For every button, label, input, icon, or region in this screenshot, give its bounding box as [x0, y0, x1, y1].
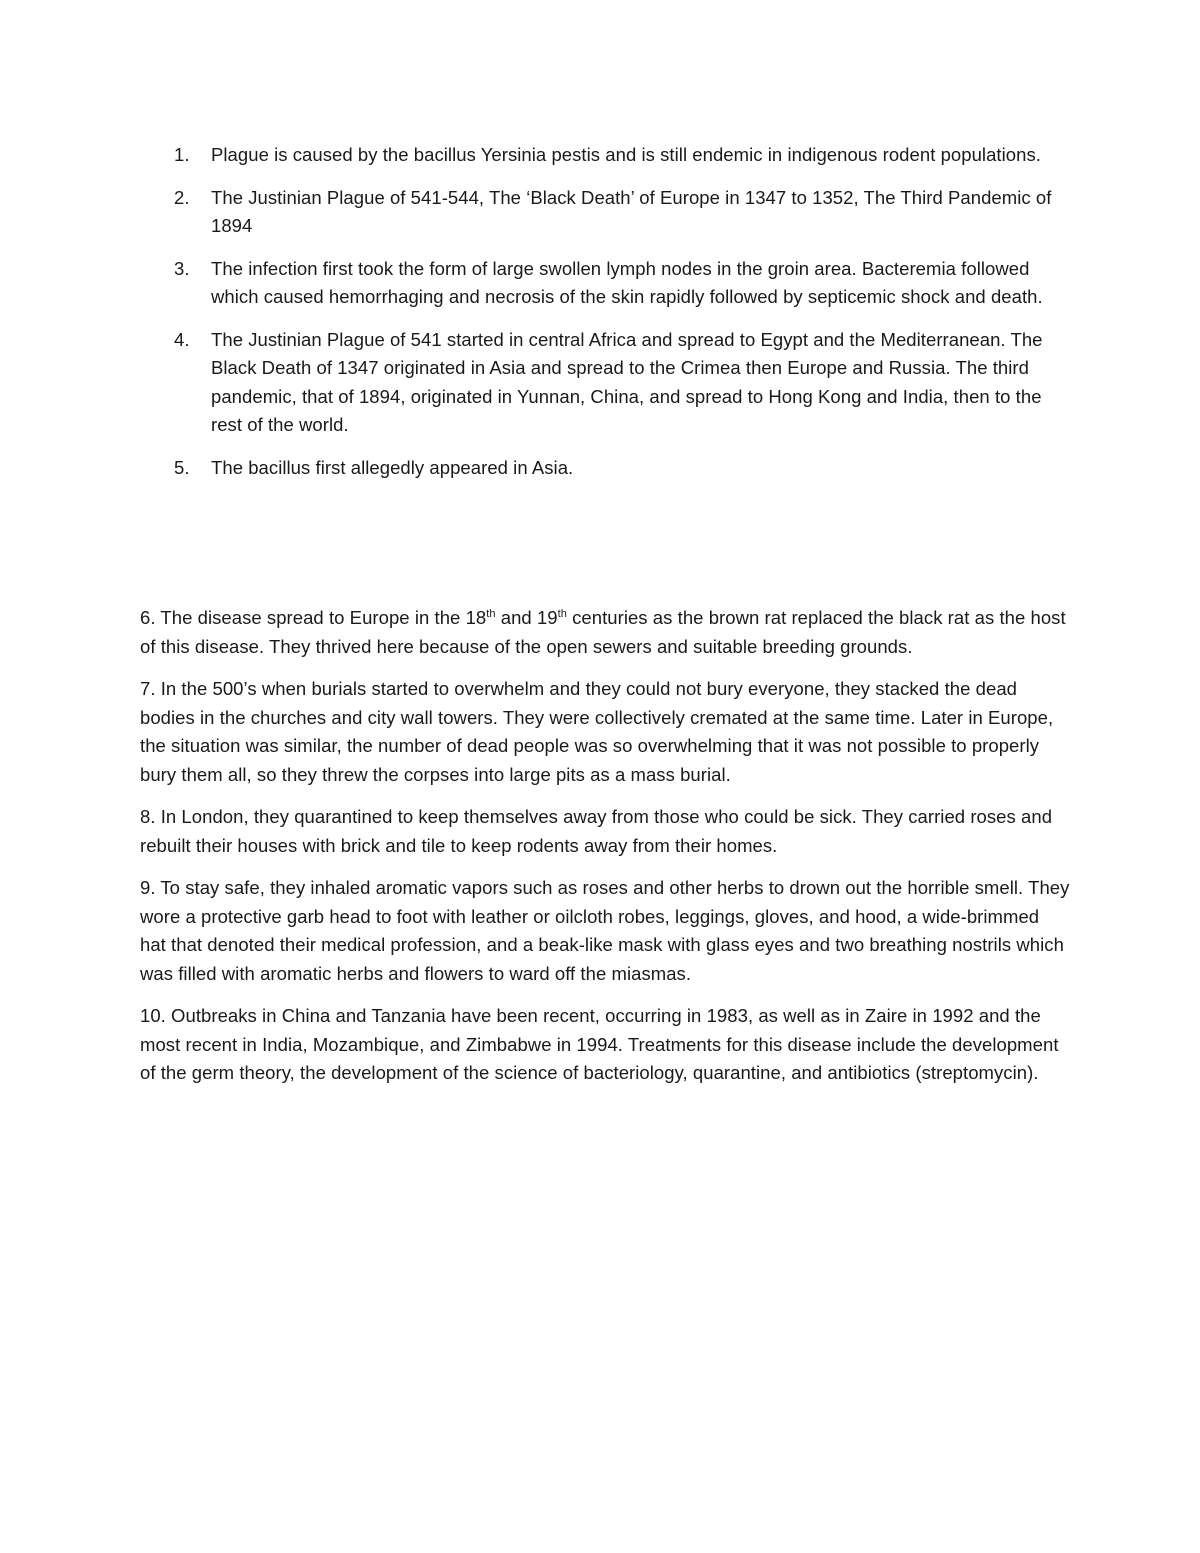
paragraph-10: 10. Outbreaks in China and Tanzania have been recent, occurring in 1983, as well as in Zaire in 1992 and the most recent in India, Mozambique, and Zimbabwe in 1994. Treatments for this disease include the development of the germ theory, the development of the science of bacteriology, quarantine, and antibiotics (streptomycin). — [140, 1005, 1059, 1083]
paragraph-7: 7. In the 500’s when burials started to overwhelm and they could not bury everyone, they stacked the dead bodies in the churches and city wall towers. They were collectively cremated at the same time. Later in Europe, the situation was similar, the number of dead people was so overwhelming that it was not possible to properly bury them all, so they threw the corpses into large pits as a mass burial. — [140, 678, 1054, 785]
ordinal-suffix: th — [486, 607, 496, 620]
list-item-number: 1. — [174, 144, 190, 165]
paragraph-9: 9. To stay safe, they inhaled aromatic vapors such as roses and other herbs to drown out the horrible smell. They wore a protective garb head to foot with leather or oilcloth robes, leggings, gloves, and hood, a wide-brimmed hat that denoted their medical profession, and a beak-like mask with glass eyes and two breathing nostrils which was filled with aromatic herbs and flowers to ward off the miasmas. — [140, 877, 1070, 984]
paragraph-6 — [140, 604, 1070, 661]
list-item-number: 2. — [174, 186, 190, 208]
paragraph-6-part-a: 6. The disease spread to Europe in the 18 — [140, 607, 487, 628]
paragraph-6-part-c: centuries as the brown rat replaced the black rat as the host of this disease. They thrived here because of the open sewers and suitable breeding grounds. — [140, 607, 1066, 657]
list-item-text: The infection first took the form of large swollen lymph nodes in the groin area. Bacteremia followed which caused hemorrhaging and necrosis of the skin rapidly followed by septicemic shock and death. — [211, 257, 1043, 307]
list-item — [140, 454, 1070, 483]
numbered-list — [140, 141, 1070, 496]
list-item — [140, 326, 1070, 440]
list-item-text: The bacillus first allegedly appeared in Asia. — [211, 456, 574, 478]
paragraph-6-part-b: and 19 — [495, 607, 558, 628]
list-item-number: 4. — [174, 328, 190, 350]
ordinal-suffix: th — [557, 607, 567, 620]
list-item — [140, 255, 1070, 312]
list-item — [140, 141, 1070, 170]
paragraphs — [140, 604, 1070, 1102]
list-item-number: 5. — [174, 456, 190, 478]
list-item-text: The Justinian Plague of 541-544, The ‘Black Death’ of Europe in 1347 to 1352, The Third Pandemic of 1894 — [211, 186, 1052, 236]
list-item — [140, 184, 1070, 241]
list-item-text: Plague is caused by the bacillus Yersinia pestis and is still endemic in indigenous rodent populations. — [211, 144, 1041, 165]
list-item-text: The Justinian Plague of 541 started in central Africa and spread to Egypt and the Mediterranean. The Black Death of 1347 originated in Asia and spread to the Crimea then Europe and Russia. The third pandemic, that of 1894, originated in Yunnan, China, and spread to Hong Kong and India, then to the rest of the world. — [211, 328, 1043, 435]
list-item-number: 3. — [174, 257, 190, 279]
paragraph-8: 8. In London, they quarantined to keep themselves away from those who could be sick. They carried roses and rebuilt their houses with brick and tile to keep rodents away from their homes. — [140, 806, 1053, 856]
